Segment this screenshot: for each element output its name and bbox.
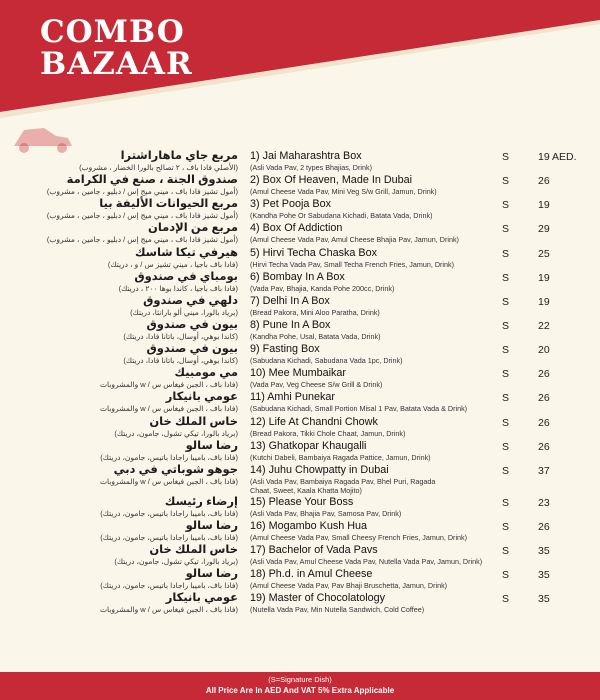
item-name: 7) Delhi In A Box [250, 294, 330, 307]
english-block [250, 198, 505, 220]
arabic-block [28, 222, 238, 244]
item-description: (Asli Vada Pav, 2 types Bhajias, Drink) [250, 163, 372, 172]
item-price: 19 [538, 199, 550, 212]
arabic-block [28, 150, 238, 172]
item-description: (Asli Vada Pav, Bambaiya Ragada Pav, Bhel Puri, Ragada [250, 476, 436, 486]
item-price: 26 [538, 368, 550, 381]
english-block [250, 319, 505, 341]
signature-marker: S [502, 319, 510, 332]
item-description: (Sabudana Kichadi, Sabudana Vada 1pc, Drink) [250, 356, 403, 366]
item-description: (Kutchi Dabeli, Bambaiya Ragada Pattice, Jamun, Drink) [250, 452, 431, 462]
arabic-item-description: (فادا باف باجيا ، كاندا بوها ٢٠٠ ، دريتك) [118, 283, 238, 293]
menu-item [0, 464, 600, 496]
combo-menu-list [0, 150, 600, 617]
item-name: 14) Juhu Chowpatty in Dubai [250, 463, 389, 476]
signature-marker: S [502, 271, 510, 284]
item-name: 9) Fasting Box [250, 343, 320, 356]
arabic-item-description: (برياد بالورا، ميني ألو بارانثا، دريتك) [130, 307, 238, 317]
arabic-item-name: جوهو شوباتي في دبي [113, 463, 238, 476]
menu-item [0, 295, 600, 319]
item-name: 17) Bachelor of Vada Pavs [250, 544, 378, 557]
item-description: (Sabudana Kichadi, Small Portion Misal 1 Pav, Batata Vada & Drink) [250, 404, 468, 414]
item-price: 26 [538, 392, 550, 405]
english-block [250, 391, 505, 413]
item-name: 5) Hirvi Techa Chaska Box [250, 246, 378, 259]
english-block [250, 295, 505, 317]
item-price: 26 [538, 416, 550, 429]
arabic-item-description: (كاندا بوهي، أوسال، باتانا فادا، دريتك) [123, 331, 238, 341]
item-price: 35 [538, 569, 550, 582]
menu-item [0, 271, 600, 295]
menu-item [0, 568, 600, 592]
arabic-item-description: (الأصلي فادا باف ، ٢ تصالح بالورا الخضار ، مشروب) [79, 163, 238, 172]
item-description: (Bread Pakora, Tikki Chole Chaat, Jamun, Drink) [250, 428, 406, 438]
arabic-item-description: (أمول تشيز فادا باف ، ميني ميج إس / دبليو ، جامين ، مشروب) [46, 235, 238, 245]
english-block [250, 440, 505, 462]
item-description: (Kandha Pohe Or Sabudana Kichadi, Batata Vada, Drink) [250, 211, 433, 221]
arabic-item-description: (فادا باف، باميبا راجادا باتيس، جامون، دريتك) [100, 532, 238, 542]
arabic-item-description: (برياد بالورا، تيكي تشول، جامون، دريتك) [114, 428, 238, 438]
signature-marker: S [502, 295, 510, 308]
item-price: 35 [538, 593, 550, 606]
signature-marker: S [502, 247, 510, 260]
item-price: 19 [538, 295, 550, 308]
arabic-block [28, 367, 238, 389]
signature-marker: S [502, 199, 510, 212]
signature-marker: S [502, 416, 510, 429]
arabic-item-name: مربع جاي ماهاراشترا [120, 150, 238, 162]
item-price: 35 [538, 545, 550, 558]
signature-marker: S [502, 175, 510, 188]
item-description: (Vada Pav, Bhajia, Kanda Pohe 200cc, Drink) [250, 283, 395, 293]
item-name: 6) Bombay In A Box [250, 270, 345, 283]
english-block [250, 222, 505, 244]
arabic-item-name: رضا سالو [185, 519, 238, 532]
signature-marker: S [502, 569, 510, 582]
item-description: (Amul Cheese Vada Pav, Amul Cheese Bhajia Pav, Jamun, Drink) [250, 235, 459, 245]
arabic-item-description: (فادا باف ، الجبن فيغاس س / w والمشروبات [100, 476, 238, 486]
item-price: 37 [538, 464, 550, 477]
header-banner [0, 0, 600, 125]
menu-item [0, 198, 600, 222]
arabic-block [28, 271, 238, 293]
item-description: (Amul Cheese Vada Pav, Small Cheesy French Fries, Jamun, Drink) [250, 532, 468, 542]
menu-item [0, 319, 600, 343]
menu-item [0, 496, 600, 520]
english-block [250, 247, 505, 269]
signature-marker: S [502, 464, 510, 477]
arabic-item-description: (أمول تشيز فادا باف ، ميني ميج إس / دبليو ، جامين ، مشروب) [46, 211, 238, 221]
arabic-item-description: (أمول تشيز فادا باف ، ميني ميج إس / دبليو ، جامين ، مشروب) [46, 187, 238, 197]
arabic-block [28, 592, 238, 614]
item-description: (Vada Pav, Veg Cheese S/w Grill & Drink) [250, 380, 383, 390]
arabic-item-description: (كاندا بوهي، أوسال، باتانا فادا، دريتك) [123, 356, 238, 366]
arabic-block [28, 391, 238, 413]
item-price: 26 [538, 440, 550, 453]
arabic-item-name: إرضاء رئيسك [164, 495, 238, 508]
menu-item [0, 520, 600, 544]
arabic-item-name: هيرفي تيكا شاسك [134, 246, 238, 259]
english-block [250, 271, 505, 293]
arabic-item-description: (فادا باف ، الجبن فيغاس س / w والمشروبات [100, 404, 238, 414]
menu-item [0, 544, 600, 568]
arabic-block [28, 319, 238, 341]
menu-item [0, 416, 600, 440]
english-block [250, 150, 505, 172]
arabic-block [28, 416, 238, 438]
arabic-item-description: (فادا باف ، الجبن فيغاس س / w والمشروبات [100, 605, 238, 615]
arabic-item-description: (برياد بالورا، تيكي تشول، جامون، دريتك) [114, 557, 238, 567]
english-block [250, 174, 505, 196]
item-name: 12) Life At Chandni Chowk [250, 415, 378, 428]
english-block [250, 464, 505, 495]
signature-marker: S [502, 496, 510, 509]
footer-bar [0, 672, 600, 700]
english-block [250, 592, 505, 614]
signature-marker: S [502, 223, 510, 236]
arabic-item-description: (فادا باف ، الجبن فيغاس س / w والمشروبات [100, 380, 238, 390]
menu-item [0, 391, 600, 415]
signature-marker: S [502, 151, 510, 163]
arabic-item-name: بومباي في صندوق [134, 270, 238, 283]
item-description: (Nutella Vada Pav, Min Nutella Sandwich, Cold Coffee) [250, 605, 425, 615]
arabic-block [28, 247, 238, 269]
item-name: 3) Pet Pooja Box [250, 198, 332, 211]
item-description: (Hirvi Techa Vada Pav, Small Techa French Fries, Jamun, Drink) [250, 259, 454, 269]
item-price: 29 [538, 223, 550, 236]
english-block [250, 343, 505, 365]
item-price: 20 [538, 344, 550, 357]
arabic-item-description: (فادا باف باجيا ، ميني تشيز س / و ، دريتك) [107, 259, 238, 269]
menu-item [0, 343, 600, 367]
menu-item [0, 174, 600, 198]
item-description: (Asli Vada Pav, Bhajia Pav, Samosa Pav, Drink) [250, 508, 402, 518]
signature-marker: S [502, 593, 510, 606]
item-name: 15) Please Your Boss [250, 495, 354, 508]
english-block [250, 568, 505, 590]
item-description: (Amul Cheese Vada Pav, Mini Veg S/w Grill, Jamun, Drink) [250, 187, 437, 197]
signature-marker: S [502, 520, 510, 533]
english-block [250, 520, 505, 542]
item-name: 1) Jai Maharashtra Box [250, 150, 362, 162]
item-price: 19 [538, 271, 550, 284]
menu-item [0, 222, 600, 246]
menu-item [0, 150, 600, 174]
english-block [250, 367, 505, 389]
arabic-block [28, 440, 238, 462]
item-description: (Asli Vada Pav, Amul Cheese Vada Pav, Nutella Vada Pav, Jamun, Drink) [250, 557, 483, 567]
arabic-block [28, 174, 238, 196]
page-title [40, 16, 193, 80]
arabic-item-name: مربع الحيوانات الأليفة بيا [99, 198, 238, 211]
arabic-item-name: دلهي في صندوق [143, 294, 238, 307]
arabic-item-name: رضا سالو [185, 439, 238, 452]
english-block [250, 544, 505, 566]
arabic-block [28, 198, 238, 220]
arabic-item-name: بيون في صندوق [146, 343, 238, 356]
item-name: 16) Mogambo Kush Hua [250, 519, 368, 532]
signature-note: (S=Signature Dish) [268, 675, 332, 684]
menu-item [0, 367, 600, 391]
menu-item [0, 247, 600, 271]
english-block [250, 416, 505, 438]
item-name: 10) Mee Mumbaikar [250, 367, 347, 380]
item-name: 2) Box Of Heaven, Made In Dubai [250, 174, 413, 187]
item-description-line-2: Chaat, Sweet, Kaala Khatta Mojito) [250, 485, 362, 495]
arabic-item-description: (فادا باف، باميبا راجادا باتيس، جامون، دريتك) [100, 508, 238, 518]
arabic-item-name: بيون في صندوق [146, 318, 238, 331]
item-name: 8) Pune In A Box [250, 318, 331, 331]
menu-item [0, 592, 600, 616]
item-name: 18) Ph.d. in Amul Cheese [250, 568, 373, 581]
arabic-block [28, 568, 238, 590]
item-name: 19) Master of Chocolatology [250, 592, 386, 605]
arabic-item-name: خاس الملك خان [149, 544, 238, 557]
item-name: 4) Box Of Addiction [250, 222, 343, 235]
arabic-item-name: مي مومبيك [174, 367, 238, 380]
arabic-block [28, 343, 238, 365]
arabic-block [28, 496, 238, 518]
arabic-item-name: عومي بانيكار [165, 391, 238, 404]
item-description: (Bread Pakora, Mini Aloo Paratha, Drink) [250, 307, 380, 317]
arabic-block [28, 520, 238, 542]
item-description: (Kandha Pohe, Usal, Batata Vada, Drink) [250, 331, 381, 341]
arabic-item-name: رضا سالو [185, 568, 238, 581]
arabic-block [28, 295, 238, 317]
item-price: 26 [538, 175, 550, 188]
item-name: 11) Amhi Punekar [250, 391, 336, 404]
signature-marker: S [502, 344, 510, 357]
arabic-item-name: خاس الملك خان [149, 415, 238, 428]
arabic-block [28, 464, 238, 486]
menu-item [0, 440, 600, 464]
arabic-item-description: (فادا باف، باميبا راجادا باتيس، جامون، دريتك) [100, 581, 238, 591]
arabic-item-name: مربع من الإدمان [148, 222, 238, 235]
arabic-item-name: عومي بانيكار [165, 592, 238, 605]
arabic-block [28, 544, 238, 566]
signature-marker: S [502, 392, 510, 405]
signature-marker: S [502, 368, 510, 381]
title-line-2: BAZAAR [40, 46, 193, 82]
vat-note: All Price Are In AED And VAT 5% Extra Applicable [205, 686, 395, 695]
item-price: 22 [538, 319, 550, 332]
item-price: 23 [538, 496, 550, 509]
item-description: (Amul Cheese Vada Pav, Pav Bhaji Bruschetta, Jamun, Drink) [250, 581, 448, 591]
english-block [250, 496, 505, 518]
item-price: 19 AED. [538, 151, 577, 163]
signature-marker: S [502, 440, 510, 453]
title-line-1: COMBO [40, 14, 185, 50]
item-name: 13) Ghatkopar Khaugalli [250, 439, 367, 452]
arabic-item-description: (فادا باف، باميبا راجادا باتيس، جامون، دريتك) [100, 452, 238, 462]
item-price: 26 [538, 520, 550, 533]
item-price: 25 [538, 247, 550, 260]
signature-marker: S [502, 545, 510, 558]
arabic-item-name: صندوق الجنة ، صنع في الكرامة [66, 174, 238, 187]
